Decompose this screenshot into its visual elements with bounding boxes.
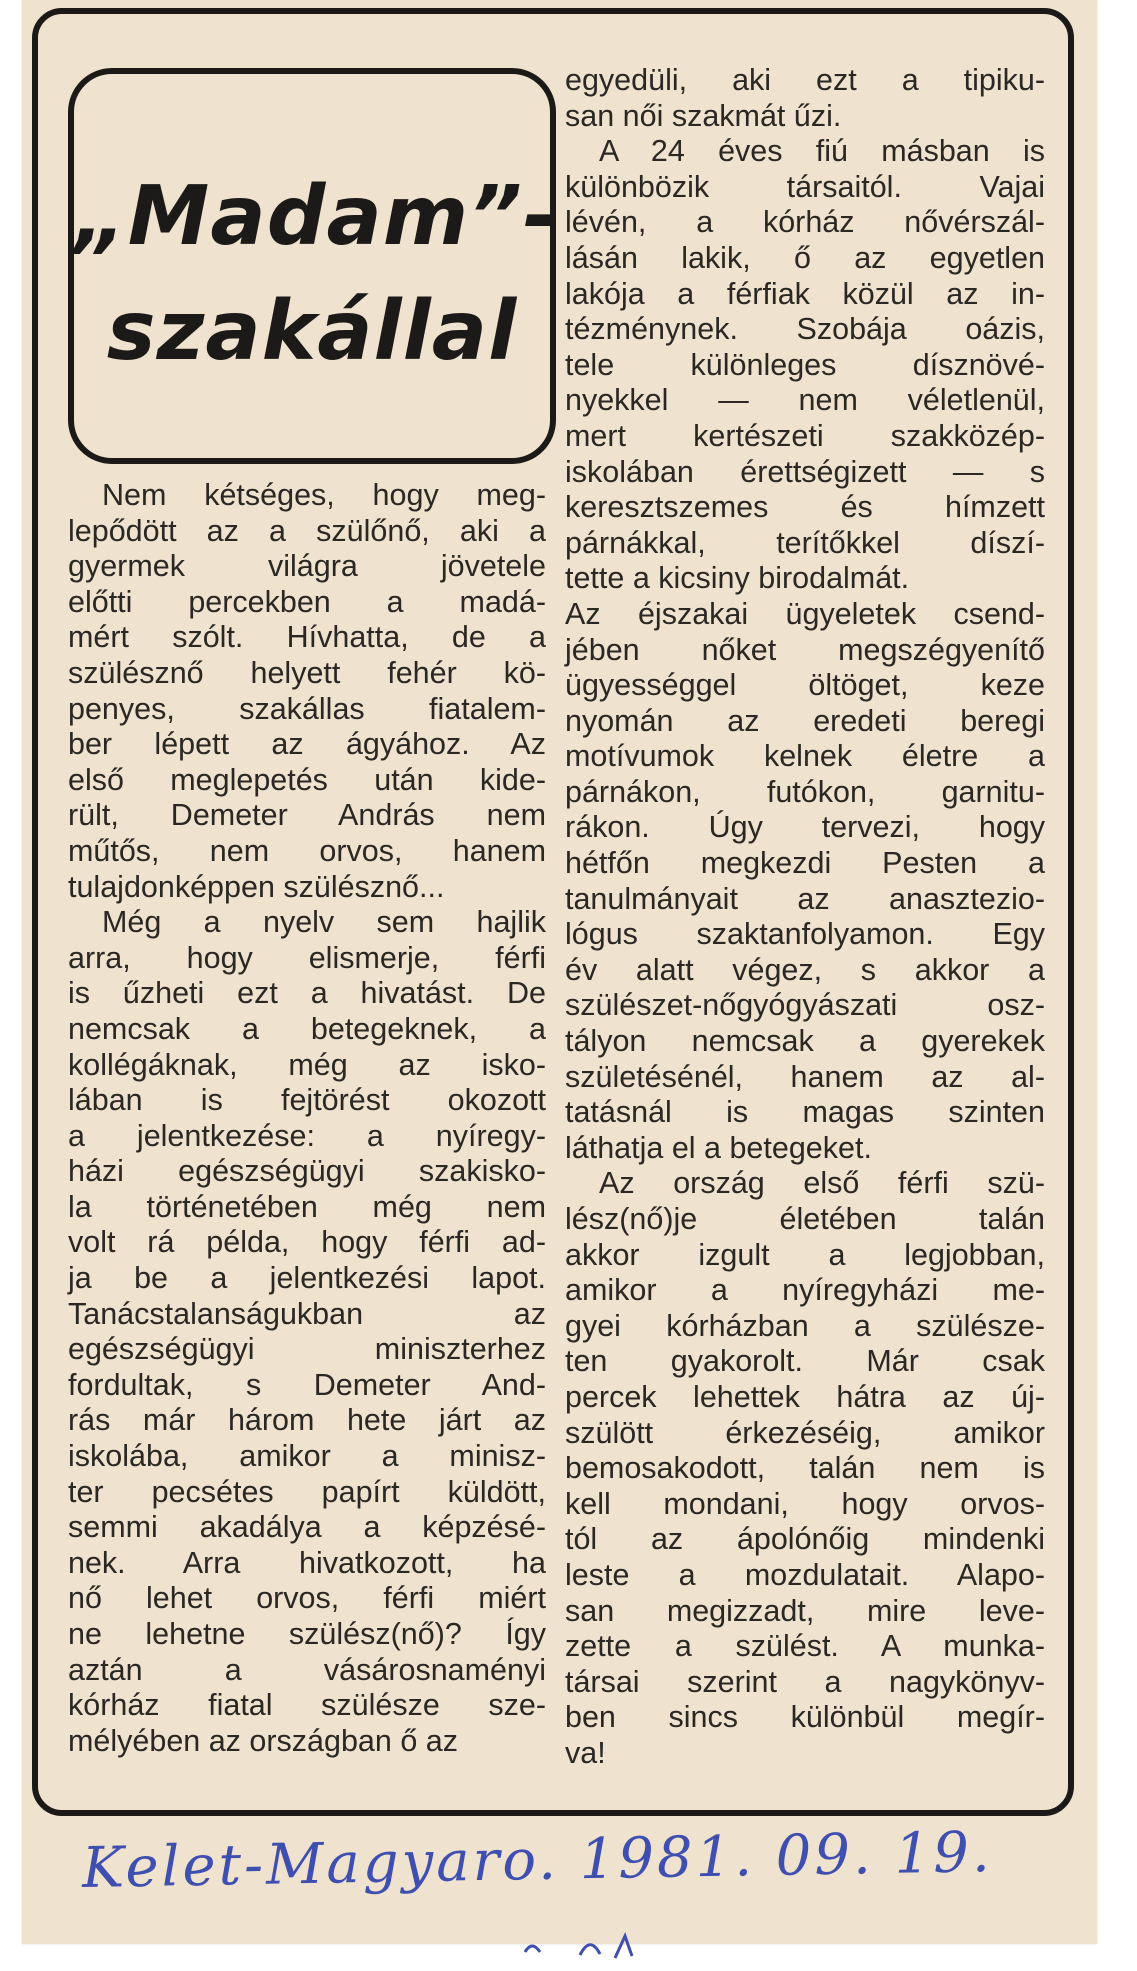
text-line: Még a nyelv sem hajlik <box>102 905 546 940</box>
text-line: születésénél, hanem az al- <box>565 1059 1045 1094</box>
text-line: egészségügyi miniszterhez <box>68 1332 546 1367</box>
text-line: nemcsak a betegeknek, a <box>68 1011 546 1046</box>
text-line: egyedüli, aki ezt a tipiku- <box>565 63 1045 97</box>
text-line: Nem kétséges, hogy meg- <box>102 478 546 512</box>
text-line: lában is fejtörést okozott <box>68 1083 546 1118</box>
text-line: nő lehet orvos, férfi miért <box>68 1581 546 1616</box>
text-line: hétfőn megkezdi Pesten a <box>565 846 1045 881</box>
text-line: lepődött az a szülőnő, aki a <box>68 513 546 548</box>
text-line: leste a mozdulatait. Alapo- <box>565 1557 1045 1592</box>
text-line: ja be a jelentkezési lapot. <box>68 1261 546 1296</box>
text-line: aztán a vásárosnaményi <box>68 1652 546 1687</box>
text-line: semmi akadálya a képzésé- <box>68 1510 546 1545</box>
text-line: rült, Demeter András nem <box>68 798 546 833</box>
text-line: jében nőket megszégyenítő <box>565 632 1045 667</box>
text-line: volt rá példa, hogy férfi ad- <box>68 1225 546 1260</box>
text-line: zette a szülést. A munka- <box>565 1629 1045 1664</box>
text-line: ne lehetne szülész(nő)? Így <box>68 1617 546 1651</box>
text-line: gyei kórházban a szülésze- <box>565 1308 1045 1343</box>
text-line: lakója a férfiak közül az in- <box>565 276 1045 311</box>
headline-line-1: „Madam”- <box>74 169 559 264</box>
text-line: ten gyakorolt. Már csak <box>565 1344 1045 1379</box>
text-line: fordultak, s Demeter And- <box>68 1367 546 1402</box>
text-line: Az éjszakai ügyeletek csend- <box>565 596 1045 631</box>
text-line: tézménynek. Szobája oázis, <box>565 312 1045 347</box>
text-line: házi egészségügyi szakisko- <box>68 1154 546 1189</box>
text-line: szülött érkezéséig, amikor <box>565 1415 1045 1450</box>
text-line: bemosakodott, talán nem is <box>565 1451 1045 1486</box>
text-line: műtős, nem orvos, hanem <box>68 833 546 868</box>
article-right-column <box>565 63 1045 1772</box>
pen-scribble-icon <box>520 1930 660 1960</box>
text-line: va! <box>565 1735 606 1770</box>
text-line: mért szólt. Hívhatta, de a <box>68 620 546 655</box>
text-line: szülésznő helyett fehér kö- <box>68 655 546 690</box>
text-line: ügyességgel öltöget, keze <box>565 668 1045 703</box>
text-line: ter pecsétes papírt küldött, <box>68 1474 546 1509</box>
text-line: a jelentkezése: a nyíregy- <box>68 1118 546 1153</box>
text-line: Az ország első férfi szü- <box>599 1166 1045 1201</box>
text-line: lész(nő)je életében talán <box>565 1202 1045 1236</box>
headline-line-2: szakállal <box>106 284 518 379</box>
text-line: Tanácstalanságukban az <box>68 1296 546 1331</box>
text-line: év alatt végez, s akkor a <box>565 952 1045 987</box>
text-line: lévén, a kórház nővérszál- <box>565 205 1045 240</box>
article-left-column <box>68 478 546 1759</box>
text-line: nek. Arra hivatkozott, ha <box>68 1545 546 1580</box>
text-line: san megizzadt, mire leve- <box>565 1593 1045 1628</box>
text-line: tele különleges dísznövé- <box>565 347 1045 382</box>
text-line: ber lépett az ágyához. Az <box>68 727 546 762</box>
text-line: előtti percekben a madá- <box>68 584 546 619</box>
handwritten-source-note: Kelet-Magyaro. 1981. 09. 19. <box>81 1820 994 1901</box>
text-line: san női szakmát űzi. <box>565 98 842 133</box>
text-line: láthatja el a betegeket. <box>565 1130 872 1165</box>
text-line: tól az ápolónőig mindenki <box>565 1522 1045 1557</box>
text-line: kollégáknak, még az isko- <box>68 1047 546 1082</box>
text-line: arra, hogy elismerje, férfi <box>68 940 546 975</box>
text-line: keresztszemes és hímzett <box>565 490 1045 525</box>
text-line: mélyében az országban ő az <box>68 1723 458 1758</box>
text-line: társai szerint a nagykönyv- <box>565 1664 1045 1699</box>
text-line: tanulmányait az anasztezio- <box>565 881 1045 916</box>
text-line: rákon. Úgy tervezi, hogy <box>565 810 1045 845</box>
text-line: percek lehettek hátra az új- <box>565 1379 1045 1414</box>
text-line: akkor izgult a legjobban, <box>565 1237 1045 1272</box>
text-line: mert kertészeti szakközép- <box>565 418 1045 453</box>
text-line: iskolába, amikor a minisz- <box>68 1439 546 1474</box>
text-line: A 24 éves fiú másban is <box>599 134 1045 169</box>
text-line: tályon nemcsak a gyerekek <box>565 1024 1045 1059</box>
headline-box <box>68 68 559 464</box>
text-line: szülészet-nőgyógyászati osz- <box>565 988 1045 1023</box>
text-line: első meglepetés után kide- <box>68 762 546 797</box>
text-line: motívumok kelnek életre a <box>565 739 1045 774</box>
text-line: nyomán az eredeti beregi <box>565 703 1045 738</box>
text-line: gyermek világra jövetele <box>68 549 546 584</box>
text-line: nyekkel — nem véletlenül, <box>565 383 1045 418</box>
text-line: tulajdonképpen szülésznő... <box>68 869 445 904</box>
text-line: is űzheti ezt a hivatást. De <box>68 976 546 1011</box>
text-line: iskolában érettségizett — s <box>565 454 1045 489</box>
text-line: párnákkal, terítőkkel díszí- <box>565 525 1045 560</box>
text-line: lásán lakik, ő az egyetlen <box>565 240 1045 275</box>
text-line: amikor a nyíregyházi me- <box>565 1273 1045 1308</box>
text-line: tette a kicsiny birodalmát. <box>565 561 910 596</box>
text-line: párnákon, futókon, garnitu- <box>565 774 1045 809</box>
text-line: ben sincs különbül megír- <box>565 1700 1045 1735</box>
text-line: penyes, szakállas fiatalem- <box>68 691 546 726</box>
text-line: kell mondani, hogy orvos- <box>565 1486 1045 1521</box>
text-line: kórház fiatal szülésze sze- <box>68 1688 546 1723</box>
text-line: lógus szaktanfolyamon. Egy <box>565 917 1045 952</box>
text-line: la történetében még nem <box>68 1189 546 1224</box>
text-line: különbözik társaitól. Vajai <box>565 169 1045 204</box>
text-line: tatásnál is magas szinten <box>565 1095 1045 1130</box>
text-line: rás már három hete járt az <box>68 1403 546 1438</box>
